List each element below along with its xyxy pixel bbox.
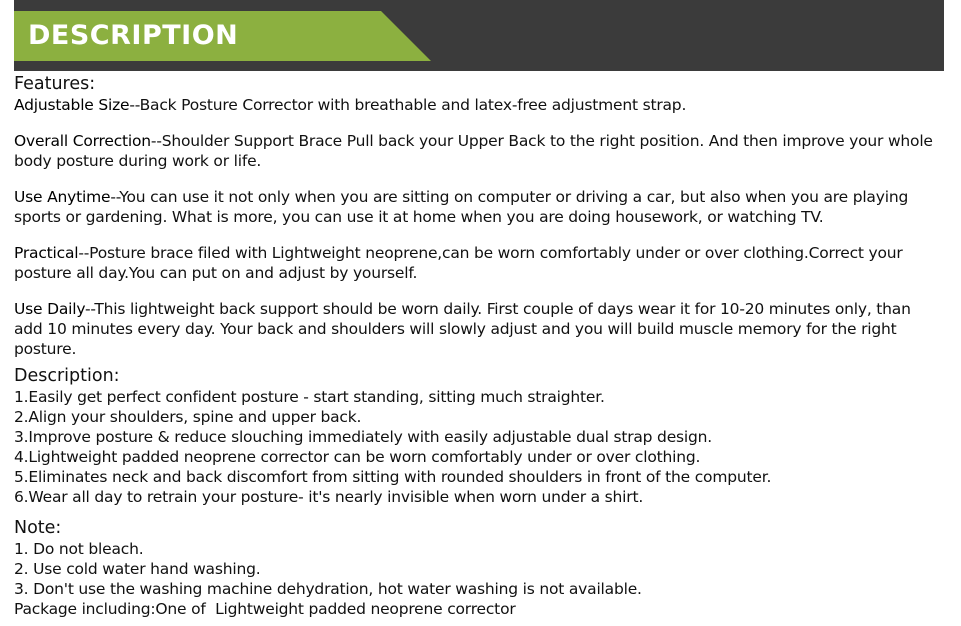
feature-overall-correction	[14, 131, 944, 171]
banner-title: DESCRIPTION	[28, 20, 239, 51]
description-item: 5.Eliminates neck and back discomfort from sitting with rounded shoulders in front of the computer.	[14, 468, 772, 486]
note-item: 3. Don't use the washing machine dehydration, hot water washing is not available.	[14, 580, 642, 598]
feature-text: --Back Posture Corrector with breathable and latex-free adjustment strap.	[129, 96, 687, 114]
feature-text: --Posture brace filed with Lightweight neoprene,can be worn comfortably under or over clothing.Correct your posture all day.You can put on and adjust by yourself.	[14, 244, 903, 282]
feature-text: --This lightweight back support should be worn daily. First couple of days wear it for 10-20 minutes only, than add 10 minutes every day. Your back and shoulders will slowly adjust and you will build muscle memory for the right posture.	[14, 300, 911, 358]
description-item: 4.Lightweight padded neoprene corrector can be worn comfortably under or over clothing.	[14, 448, 701, 466]
feature-adjustable-size	[14, 95, 944, 115]
description-item: 3.Improve posture & reduce slouching immediately with easily adjustable dual strap design.	[14, 428, 712, 446]
feature-use-anytime	[14, 187, 944, 227]
feature-term: Adjustable Size	[14, 96, 130, 114]
feature-text: --Shoulder Support Brace Pull back your Upper Back to the right position. And then improve your whole body posture during work or life.	[14, 132, 933, 170]
description-item: 6.Wear all day to retrain your posture- it's nearly invisible when worn under a shirt.	[14, 488, 644, 506]
package-including: Package including:One of Lightweight padded neoprene corrector	[14, 600, 516, 618]
note-item: 2. Use cold water hand washing.	[14, 560, 261, 578]
description-item: 2.Align your shoulders, spine and upper back.	[14, 408, 362, 426]
description-heading: Description:	[14, 366, 120, 386]
feature-term: Overall Correction	[14, 132, 151, 150]
features-heading: Features:	[14, 74, 96, 94]
feature-term: Use Daily	[14, 300, 86, 318]
feature-practical	[14, 243, 944, 283]
description-item: 1.Easily get perfect confident posture - start standing, sitting much straighter.	[14, 388, 605, 406]
description-banner	[14, 0, 944, 71]
product-description	[14, 73, 944, 619]
feature-term: Use Anytime	[14, 188, 111, 206]
note-heading: Note:	[14, 518, 62, 538]
note-item: 1. Do not bleach.	[14, 540, 144, 558]
feature-text: --You can use it not only when you are sitting on computer or driving a car, but also when you are playing sports or gardening. What is more, you can use it at home when you are doing housework, or watching TV.	[14, 188, 909, 226]
feature-use-daily	[14, 299, 944, 359]
feature-term: Practical	[14, 244, 79, 262]
